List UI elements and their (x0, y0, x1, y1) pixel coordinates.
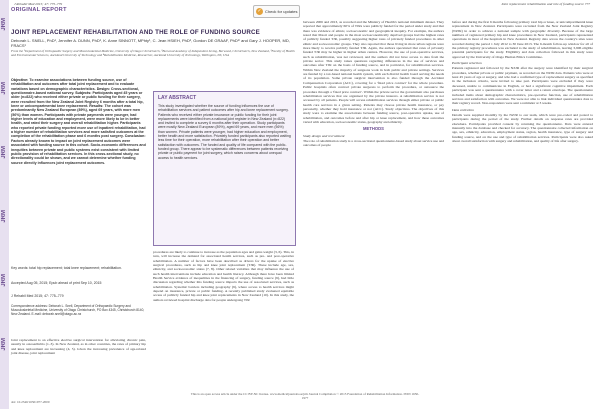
side-label: JRM (1, 18, 7, 31)
citation: J Rehabil Med 2015; 47: 775–779 (11, 294, 64, 298)
body-text: procedures are likely to continue to increase as the population ages and gains weight (3, 6). This, in turn, will increase the demand for associated health services, such as pre- and post-operative rehabilitation. A number of factors have been described as drivers for the uptake of elective surgical procedures, such as hip and knee joint replacement (TJR). These include age, sex, ethnicity, and socioeconomic status (7, 8). Other related variables that may influence the use of such health interventions include education and health literacy. Although there have been limited Health Service evidence of inequalities in the financing of surgery, funding source (9), had little discussion regarding whether this funding source impacts the use of associated services, such as rehabilitation. Systemic barriers including geography (9), where access to health services might depend on insurance, private or public funding. A recently published study evaluated equitable access of publicly funded hip and knee joint replacements in New Zealand (10). In this study, the authors reviewed hospital discharge data for people undergoing TJR (153, 250, 294, 302)
check-updates-button[interactable] (253, 5, 300, 18)
conclusion-text: Factors already known to impact on joint replacement outcomes were associated with funding source in this cohort. Socio-economic differences and inequities between private and public systems exist consistent with limited public provision of rehabilitation services. In this cross-sectional study, no directionality could be shown, and we cannot determine whether funding source directly influences joint replacement outcomes. (11, 138, 146, 165)
conclusion-label: Conclusion: (124, 134, 146, 139)
side-label: JRM (1, 338, 7, 351)
update-badge-icon: ✓ (257, 8, 262, 14)
design-label: Design: (96, 86, 110, 91)
intro-text: Joint replacement is an effective elective surgical intervention for alleviating chronic pain, usually in osteoarthritis (1–3). In New Zealand, as in other countries, the rates of primary hip and knee replacement are increasing (4, 5). Given the increasing prevalence of age-related joint disease, joint replacement (11, 338, 146, 356)
running-head-right: Joint replacement rehabilitation and role of funding source 777 (501, 2, 590, 6)
side-label: JRM (1, 146, 7, 159)
design-text: Cross-sectional, questionnaire-based national survey. (11, 86, 139, 96)
license-footer: This is an open access article under the CC BY-NC license. www.medicaljournals.se/jrm Journal Compilation © 2015 Foundation of Rehabilitation Information. ISSN 1650-1977 (190, 392, 420, 400)
side-label: JRM (1, 274, 7, 287)
body-text: Details were supplied monthly by the NZJR to our team, which were pre-coded and posted to participants during the period of the study. Further details on response rates are provided elsewhere. Participants provided consent by returning the questionnaire. Data were entered manually into the database and checked for accuracy. The questionnaire collected information on age, sex, ethnicity, education, employment status, region, health insurance, type of surgery and funding source, and on the use and type of rehabilitation services. Participants were also asked about overall satisfaction with surgery and rehabilitation, and quality of life after surgery. (452, 112, 593, 143)
check-updates-label: Check for updates (265, 9, 298, 14)
methods-subheading: Study design and recruitment (303, 133, 345, 138)
side-label: JRM (1, 210, 7, 223)
body-text: between 2006 and 2013, as recorded and the Ministry of Health's national minimum dataset. They reported that approximately 60% of TJRs were publicly funded for the period under study and that there was evidence of ethnic, socioeconomic and geographical inequity. For example, the authors noted that Maori and people in the most socioeconomically deprived groups had the highest rates of publicly funded TJR, possibly suggesting higher rates of privately funded procedures in other ethnic and socioeconomic groups. They also reported that those living in more urban regions were more likely to receive publicly funded TJR. Again, the authors speculated that rates of privately funded TJR may be higher in higher urban centres. However, the use of post-operative services, such as rehabilitation, was not reviewed, and the authors did not have access to data from the private sector. This study raises questions regarding differences in the use of services and outcomes after TJR on the basis of funding source, and in particular, for rehabilitation services. Within New Zealand the majority of surgeons work in both public and private settings. Services are funded by a tax-based national health system, with each district health board serving the needs of its population. Some private surgical intervention is also funded through the Accident Compensation Corporation (ACC), covering for a 'fixed price contract' for the whole procedure. Public hospitals often contract private surgeons to perform the procedure, or outsource the procedure through a 'fixed price contract'. Within the private sector the government also purchases rehabilitation services that are organised by the private insurers. A rehabilitation service is not accessed by all patients. People will access rehabilitation services through either private or public health care services in a given setting. Patients may choose private health insurance, or pay personally, whether they hold insurance or not (ACC). Study objectives. The objectives of this study were to examine the associations between funding source, post-operative uptake, use of rehabilitation, and outcomes before and after hip or knee replacement, and how these outcomes varied with education, socioeconomic status, geography and ethnicity. (303, 20, 444, 124)
methods-heading: METHODS (363, 126, 384, 132)
methods-text: The role of rehabilitation study is a cross-sectional questionnaire-based study about service use and outcomes of people (303, 138, 444, 148)
correspondence: Correspondence address: Deborah L. Snell, Department of Orthopaedic Surgery and Musculoskeletal Medicine, University of Otago Christchurch, PO Box 4345, Christchurch 8140, New Zealand. E-mail: deborah.snell@otago.ac.nz (11, 304, 145, 316)
subjects-label: Subjects: (75, 91, 92, 96)
lay-abstract-box (153, 91, 296, 246)
running-head-left: J Rehabil Med 2015; 47: 775–779 (14, 2, 63, 6)
subjects-text: Participants aged 45 years or older (n=822) who received either private or public funding for their surgery, were recruited from the New Zealand Joint Registry 6 months after a total hip, knee or unicompartmental knee replacement. (11, 91, 144, 109)
body-column-4 (452, 20, 593, 395)
body-column-1 (11, 338, 146, 355)
body-column-2 (153, 250, 294, 302)
doi: doi: 10.2340/16501977-2000 (11, 400, 50, 404)
affiliations: From the ¹Department of Orthopaedic Surgery and Musculoskeletal Medicine, University of Otago Christchurch, ²Burwood Academy of Independent Living, Burwood, Christchurch, New Zealand, ³Faculty of Health and Environmental Sciences, Auckland University of Technology and ⁴Rehabilitation Medicine, Researcher, Auckland University of Technology, Wellington, NZ, USA (11, 49, 295, 58)
body-column-3 (303, 20, 444, 395)
abstract (11, 78, 146, 165)
results-text: The cohort was predominantly New Zealand European (89%), aged 69 years, with more men (56%) than women. Participants with private payments were younger, had higher levels of education and employment, were more likely to be in better health, and rated their surgery and overall rehabilitation higher. Participants who reported private funding reported more use of inpatient rehabilitation, had a higher number of rehabilitation services and more satisfied outcomes at the completion of the rehabilitation phase and 6 months post surgery. (11, 104, 146, 139)
data-collection-heading: Data collection (452, 107, 474, 112)
body-text: Patients registered and followed by the NZJR after the surgery were identified by their surgical procedure, whether private or public payment, as recorded on the NZJR data. Patients who were at least 45 years of age at surgery, and who had a confirmed type of replacement surgery as specified in the inclusion criteria, were invited to take part. Participants were excluded if they were deceased, unable to communicate in English, or had a significant cognitive impairment. Each participant was sent a questionnaire with a cover letter and a return envelope. The questionnaire included items about demographic characteristics, pre-operative function, use of rehabilitation services and satisfaction with outcomes. We were not able to link individual questionnaire data to their registry record. Non-responders were sent a reminder at 3 weeks. (452, 66, 593, 106)
keywords: Key words: total hip replacement; total knee replacement; rehabilitation. (11, 266, 122, 270)
author-list: Deborah L. SNELL, PhD¹, Jennifer A. DUNN, PhD¹, K. Anne SINNOTT, MPhty¹, C. Jean HSIEH, PhD², Gordon DE GRAAF, PhD¹ʳ and Gary J. HOOPER, MD, FRACS¹ (11, 38, 290, 48)
lay-abstract-title: LAY ABSTRACT (158, 95, 197, 101)
body-text: before and during the first 6 months following primary total hip or knee, or unicompartmental knee replacement in New Zealand. Participants were recruited from the New Zealand Joint Registry (NZJR) in order to achieve a national sample with geographic diversity. Because of the large numbers of registered primary hip and knee procedures in New Zealand, participants represented operations in most of the hospitals in New Zealand. Registry data across the country's sites were recorded during the period 1 July 2012 to 30 June 2013. The 6-month follow-up window for all of the primary registry procedures was excluded to the study of rehabilitation, leaving 3,906 eligible potential participants for the study. Eligibility and data collection followed in this study were approved by the University of Otago Human Ethics Committee. (452, 20, 593, 59)
article-title: JOINT REPLACEMENT REHABILITATION AND THE ROLE OF FUNDING SOURCE (11, 29, 260, 36)
participant-selection-heading: Participant selection (452, 61, 482, 66)
side-label: JRM (1, 82, 7, 95)
accepted-date: Accepted Aug 05, 2015; Epub ahead of print Sep 10, 2015 (11, 281, 102, 285)
objective-text: To examine associations between funding source, use of rehabilitation and outcomes after total joint replacement and to evaluate variations based on demographic characteristics. (11, 78, 135, 91)
objective-label: Objective: (11, 78, 29, 82)
article-type: ORIGINAL REPORT (11, 7, 67, 13)
results-label: Results: (89, 104, 104, 109)
lay-abstract-text: This study investigated whether the source of funding influences the use of rehabilitation services and patient outcomes after hip and knee replacement surgery. Patients who received either private insurance or public funding for their joint replacements were identified from a national joint register in New Zealand (n=822) and invited to complete a survey 6 months after their operation. Study participants were mostly New Zealand European (89%), aged 69 years, and more men (56%) than women. Private patients were younger, had higher education and employment, better health and more satisfaction. Privately funded participants also reported waiting less time for their operation, more rehabilitation after their operation and better satisfaction with outcomes. The funded and quality of life compared with the public-funded group. There appear to be systematic differences between patients receiving private or public payment for joint surgery, which raises concerns about unequal access to health services. (158, 104, 291, 160)
